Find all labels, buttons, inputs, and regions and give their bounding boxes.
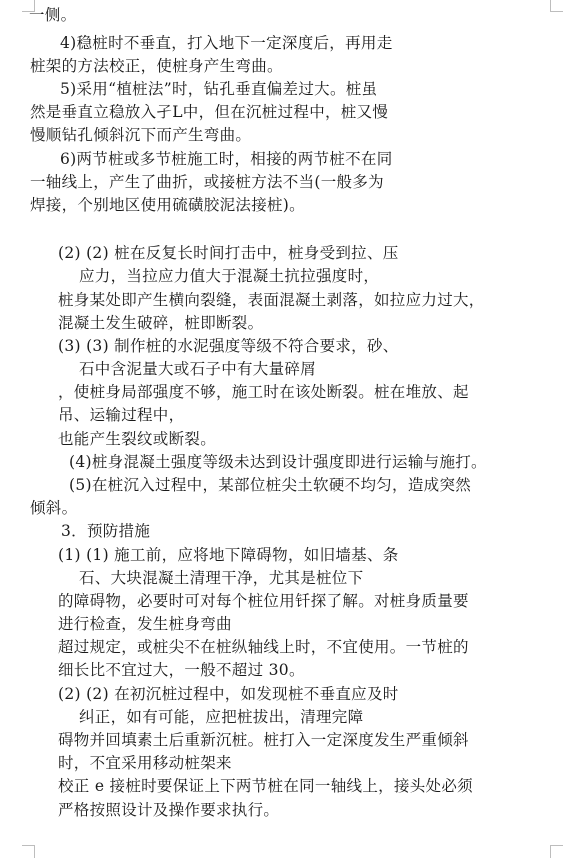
text-line: 石、大块混凝土清理干净，尤其是桩位下 xyxy=(79,569,364,587)
text-line: (2) (2) 在初沉桩过程中，如发现桩不垂直应及时 xyxy=(58,685,399,703)
text-line: 应力，当拉应力值大于混凝土抗拉强度时， xyxy=(79,267,380,285)
text-line: 一侧。 xyxy=(29,6,77,24)
text-line: 混凝土发生破碎，桩即断裂。 xyxy=(58,314,264,332)
text-line: 校正 e 接桩时要保证上下两节桩在同一轴线上，接头处必须 xyxy=(58,777,473,795)
text-line: 焊接，个别地区使用硫磺胶泥法接桩)。 xyxy=(30,196,305,214)
text-line: 6)两节桩或多节桩施工时，相接的两节桩不在同 xyxy=(60,150,393,168)
page-corner-mark-top-right xyxy=(550,0,563,12)
section-heading: 3．预防措施 xyxy=(61,522,151,540)
text-line: 石中含泥量大或石子中有大量碎屑 xyxy=(79,360,317,378)
text-line: ，使桩身局部强度不够，施工时在该处断裂。桩在堆放、起 xyxy=(58,383,469,401)
text-line: 细长比不宜过大，一般不超过 30。 xyxy=(58,661,305,679)
text-line: 5)采用“植桩法”时，钻孔垂直偏差过大。桩虽 xyxy=(60,80,378,98)
text-line: 超过规定，或桩尖不在桩纵轴线上时，不宜使用。一节桩的 xyxy=(58,638,469,656)
text-line: (1) (1) 施工前，应将地下障碍物，如旧墙基、条 xyxy=(58,546,399,564)
text-line: 桩架的方法校正，使桩身产生弯曲。 xyxy=(30,57,283,75)
text-line: 的障碍物，必要时可对每个桩位用钎探了解。对桩身质量要 xyxy=(58,592,469,610)
text-line: 桩身某处即产生横向裂缝，表面混凝土剥落，如拉应力过大， xyxy=(58,291,485,309)
text-line: 吊、运输过程中， xyxy=(58,406,185,424)
text-line: 一轴线上，产生了曲折，或接桩方法不当(一般多为 xyxy=(30,173,384,191)
text-line: (4)桩身混凝土强度等级未达到设计强度即进行运输与施打。 xyxy=(69,453,487,471)
text-line: 也能产生裂纹或断裂。 xyxy=(58,430,217,448)
text-line: 然是垂直立稳放入孑L中，但在沉桩过程中，桩又慢 xyxy=(30,103,389,121)
text-line: 时，不宜采用移动桩架来 xyxy=(58,754,232,772)
text-line: 纠正，如有可能，应把桩拔出，清理完障 xyxy=(79,708,364,726)
text-line: 碍物并回填素土后重新沉桩。桩打入一定深度发生严重倾斜 xyxy=(58,731,469,749)
text-line: 进行检查，发生桩身弯曲 xyxy=(58,615,232,633)
text-line: 4)稳桩时不垂直，打入地下一定深度后，再用走 xyxy=(60,34,393,52)
text-line: 慢顺钻孔倾斜沉下而产生弯曲。 xyxy=(30,126,252,144)
text-line: 倾斜。 xyxy=(30,499,78,517)
page-corner-mark-bottom-left xyxy=(22,845,35,858)
page-corner-mark-bottom-right xyxy=(550,845,563,858)
text-line: 严格按照设计及操作要求执行。 xyxy=(58,801,280,819)
text-line: (2) (2) 桩在反复长时间打击中，桩身受到拉、压 xyxy=(58,244,399,262)
text-line: (5)在桩沉入过程中，某部位桩尖土软硬不均匀，造成突然 xyxy=(69,476,472,494)
text-line: (3) (3) 制作桩的水泥强度等级不符合要求，砂、 xyxy=(58,337,399,355)
